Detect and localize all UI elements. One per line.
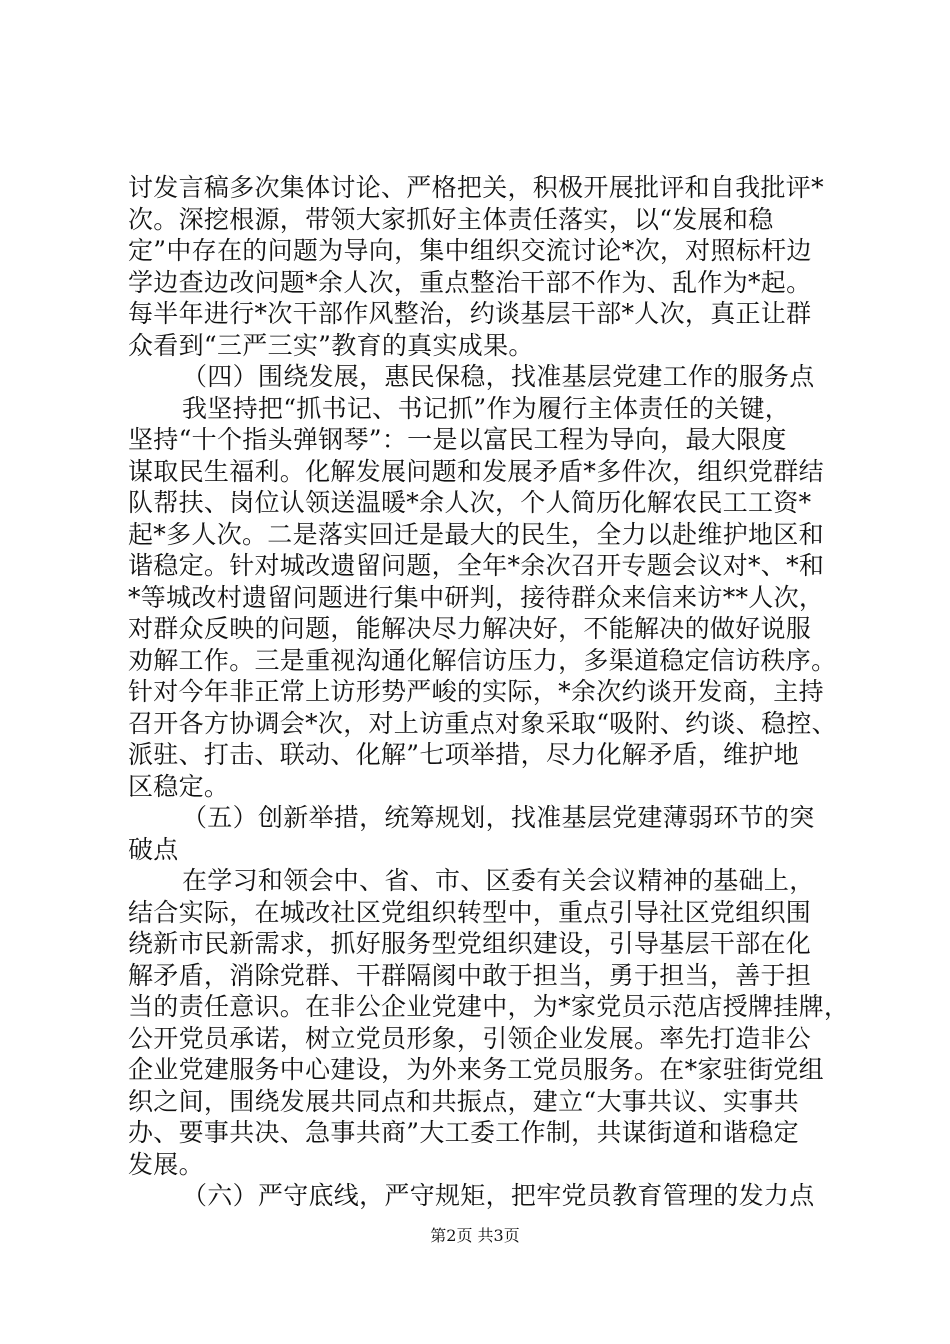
body-line: 众看到“三严三实”教育的真实成果。 bbox=[128, 330, 534, 360]
body-line: 次。深挖根源，带领大家抓好主体责任落实，以“发展和稳 bbox=[128, 204, 774, 234]
body-line: 织之间，围绕发展共同点和共振点，建立“大事共议、实事共 bbox=[128, 1086, 799, 1116]
paragraph-start: 我坚持把“抓书记、书记抓”作为履行主体责任的关键， bbox=[182, 393, 791, 423]
body-line: 定”中存在的问题为导向，集中组织交流讨论*次，对照标杆边 bbox=[128, 236, 812, 265]
body-line: 谋取民生福利。化解发展问题和发展矛盾*多件次，组织党群结 bbox=[128, 456, 824, 486]
body-line: 区稳定。 bbox=[128, 771, 230, 801]
body-line: 对群众反映的问题，能解决尽力解决好，不能解决的做好说服 bbox=[128, 614, 812, 643]
body-line: 企业党建服务中心建设，为外来务工党员服务。在*家驻街党组 bbox=[128, 1055, 824, 1084]
document-body bbox=[128, 172, 850, 1212]
page-footer: 第2页 共3页 bbox=[430, 1226, 520, 1245]
body-line: 公开党员承诺，树立党员形象，引领企业发展。率先打造非公 bbox=[128, 1023, 812, 1053]
body-line: 劝解工作。三是重视沟通化解信访压力，多渠道稳定信访秩序。 bbox=[128, 645, 837, 675]
body-line: *等城改村遗留问题进行集中研判，接待群众来信来访**人次， bbox=[128, 582, 825, 612]
paragraph-start: 在学习和领会中、省、市、区委有关会议精神的基础上， bbox=[182, 866, 815, 895]
body-line: 结合实际，在城改社区党组织转型中，重点引导社区党组织围 bbox=[128, 897, 812, 927]
body-line: 破点 bbox=[128, 834, 179, 864]
body-line: 派驻、打击、联动、化解”七项举措，尽力化解矛盾，维护地 bbox=[128, 740, 799, 769]
body-line: 队帮扶、岗位认领送温暖*余人次，个人简历化解农民工工资* bbox=[128, 488, 812, 517]
body-line: 谐稳定。针对城改遗留问题，全年*余次召开专题会议对*、*和 bbox=[128, 551, 825, 580]
body-line: 针对今年非正常上访形势严峻的实际，*余次约谈开发商，主持 bbox=[128, 677, 824, 706]
body-line: 学边查边改问题*余人次，重点整治干部不作为、乱作为*起。 bbox=[128, 267, 812, 297]
section-heading-6: （六）严守底线，严守规矩，把牢党员教育管理的发力点 bbox=[182, 1181, 815, 1210]
body-line: 讨发言稿多次集体讨论、严格把关，积极开展批评和自我批评* bbox=[128, 173, 824, 202]
body-line: 坚持“十个指头弹钢琴”：一是以富民工程为导向，最大限度 bbox=[128, 425, 787, 454]
body-line: 起*多人次。二是落实回迁是最大的民生，全力以赴维护地区和 bbox=[128, 519, 824, 549]
body-line: 绕新市民新需求，抓好服务型党组织建设，引导基层干部在化 bbox=[128, 929, 812, 958]
section-heading-5: （五）创新举措，统筹规划，找准基层党建薄弱环节的突 bbox=[182, 803, 815, 832]
section-heading-4: （四）围绕发展，惠民保稳，找准基层党建工作的服务点 bbox=[182, 362, 815, 391]
body-line: 解矛盾，消除党群、干群隔阂中敢于担当，勇于担当，善于担 bbox=[128, 960, 812, 990]
body-line: 召开各方协调会*次，对上访重点对象采取“吸附、约谈、稳控、 bbox=[128, 708, 837, 738]
body-line: 当的责任意识。在非公企业党建中，为*家党员示范店授牌挂牌， bbox=[128, 992, 850, 1021]
body-line: 每半年进行*次干部作风整治，约谈基层干部*人次，真正让群 bbox=[128, 299, 812, 328]
body-line: 发展。 bbox=[128, 1149, 204, 1179]
body-line: 办、要事共决、急事共商”大工委工作制，共谋街道和谐稳定 bbox=[128, 1118, 799, 1147]
